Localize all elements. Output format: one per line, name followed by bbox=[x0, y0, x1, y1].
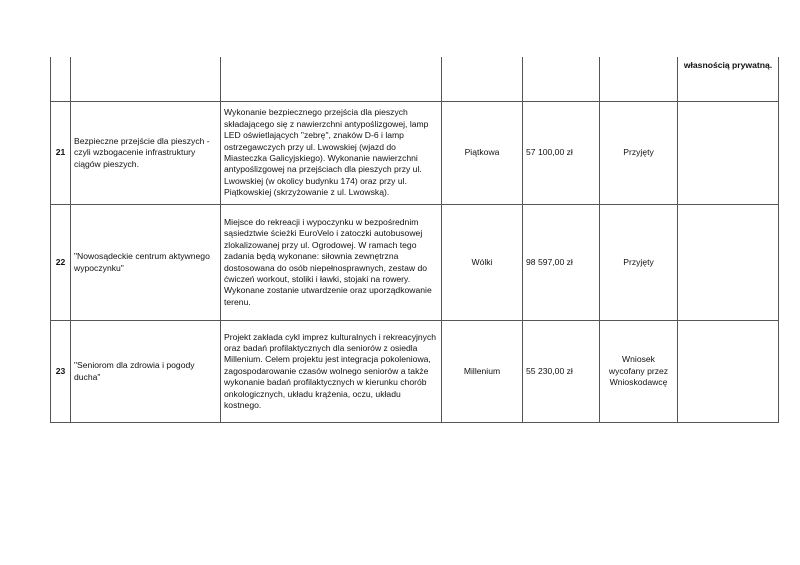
description-cell bbox=[221, 57, 442, 102]
project-description: Projekt zakłada cykl imprez kulturalnych i rekreacyjnych oraz badań profilaktycznych dla seniorów z osiedla Millenium. Celem projektu jest integracja pokoleniowa, zagospodarowanie czasów wolnego seniorów a także wykonanie badań profilaktycznych w kierunku chorób onkologicznych, układu krążenia, oczu, układu kostnego. bbox=[221, 321, 442, 423]
table-row-partial bbox=[51, 57, 779, 102]
project-location: Wólki bbox=[442, 205, 523, 321]
project-location: Piątkowa bbox=[442, 102, 523, 205]
project-status: Wniosek wycofany przez Wnioskodawcę bbox=[600, 321, 678, 423]
project-amount: 55 230,00 zł bbox=[523, 321, 600, 423]
project-description: Wykonanie bezpiecznego przejścia dla pieszych składającego się z nawierzchni antypoślizgowej, lamp LED oświetlających "zebrę", znaków D-6 i lamp ostrzegawczych przy ul. Lwowskiej (wjazd do Miasteczka Galicyjskiego). Wykonanie nawierzchni antypoślizgowej na przejściach dla pieszych przy ul. Lwowskiej (w okolicy budynku 174) oraz przy ul. Piątkowskiej (skrzyżowanie z ul. Lwowską). bbox=[221, 102, 442, 205]
project-title: "Nowosądeckie centrum aktywnego wypoczynku" bbox=[71, 205, 221, 321]
project-notes bbox=[678, 321, 779, 423]
project-location: Millenium bbox=[442, 321, 523, 423]
location-cell bbox=[442, 57, 523, 102]
project-notes bbox=[678, 102, 779, 205]
project-title: Bezpieczne przejście dla pieszych - czyli wzbogacenie infrastruktury ciągów pieszych. bbox=[71, 102, 221, 205]
project-description: Miejsce do rekreacji i wypoczynku w bezpośrednim sąsiedztwie ścieżki EuroVelo i zatoczki autobusowej zlokalizowanej przy ul. Ogrodowej. W ramach tego zadania będą wykonane: siłownia zewnętrzna dostosowana do osób niepełnosprawnych, zestaw do ćwiczeń workout, stoliki i ławki, stojaki na rowery. Wykonane zostanie utwardzenie oraz uporządkowanie terenu. bbox=[221, 205, 442, 321]
table-row bbox=[51, 205, 779, 321]
number-cell bbox=[51, 57, 71, 102]
project-notes bbox=[678, 205, 779, 321]
project-status: Przyjęty bbox=[600, 205, 678, 321]
row-number: 22 bbox=[51, 205, 71, 321]
amount-cell bbox=[523, 57, 600, 102]
status-cell bbox=[600, 57, 678, 102]
project-amount: 98 597,00 zł bbox=[523, 205, 600, 321]
project-title: "Seniorom dla zdrowia i pogody ducha" bbox=[71, 321, 221, 423]
title-cell bbox=[71, 57, 221, 102]
projects-table bbox=[50, 57, 779, 423]
table-row bbox=[51, 102, 779, 205]
row-number: 21 bbox=[51, 102, 71, 205]
project-amount: 57 100,00 zł bbox=[523, 102, 600, 205]
project-status: Przyjęty bbox=[600, 102, 678, 205]
table-row bbox=[51, 321, 779, 423]
notes-cell: własnością prywatną. bbox=[678, 57, 779, 102]
row-number: 23 bbox=[51, 321, 71, 423]
